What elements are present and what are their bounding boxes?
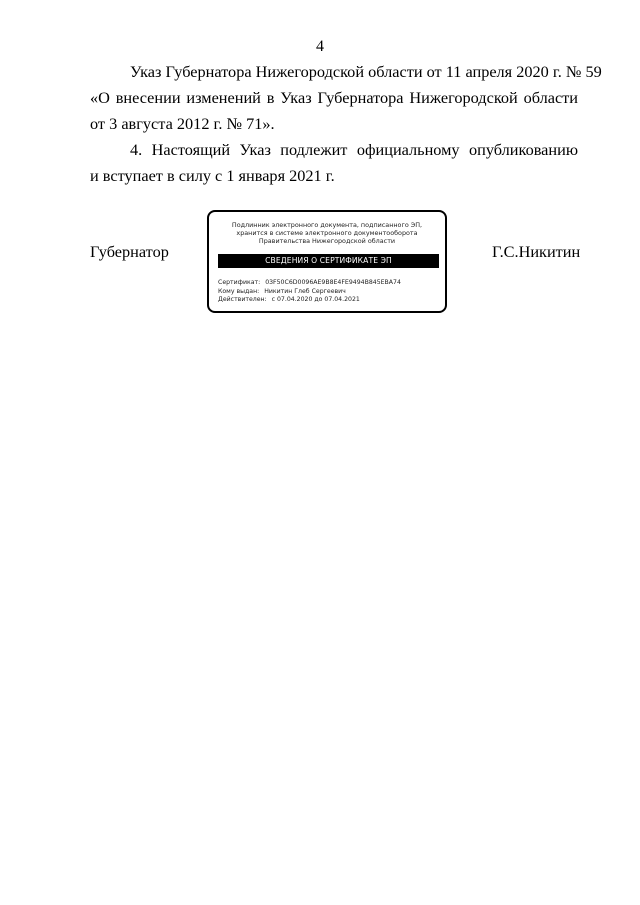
page-number: 4 <box>316 38 324 55</box>
electronic-signature-stamp <box>207 210 447 313</box>
issued-to-value: Никитин Глеб Сергеевич <box>264 287 346 295</box>
signatory-position: Губернатор <box>90 242 169 261</box>
stamp-header-line: Правительства Нижегородской области <box>258 237 396 246</box>
stamp-title-bar: СВЕДЕНИЯ О СЕРТИФИКАТЕ ЭП <box>218 254 439 268</box>
text-line: «О внесении изменений в Указ Губернатора Нижегородской области <box>90 88 578 107</box>
issued-to-label: Кому выдан: <box>218 287 260 295</box>
issued-to-row <box>218 288 401 297</box>
paragraph-clause-4 <box>90 137 578 189</box>
stamp-header-line: хранится в системе электронного документооборота <box>236 229 418 238</box>
validity-label: Действителен: <box>218 296 267 304</box>
text-line: и вступает в силу с 1 января 2021 г. <box>90 166 335 185</box>
text-line: 4. Настоящий Указ подлежит официальному опубликованию <box>130 140 578 159</box>
stamp-header <box>209 221 445 246</box>
certificate-label: Сертификат: <box>218 279 261 286</box>
certificate-row <box>218 279 401 288</box>
text-line: от 3 августа 2012 г. № 71». <box>90 114 275 133</box>
certificate-value: 03F50C6D0096AE9B8E4FE9494B845EBA74 <box>265 279 401 286</box>
validity-value: с 07.04.2020 до 07.04.2021 <box>271 296 360 304</box>
stamp-details <box>218 279 401 305</box>
stamp-header-line: Подлинник электронного документа, подписанного ЭП, <box>231 221 423 229</box>
signatory-name: Г.С.Никитин <box>492 242 581 261</box>
paragraph-decree-reference <box>90 59 602 137</box>
validity-row <box>218 296 401 305</box>
text-line: Указ Губернатора Нижегородской области от 11 апреля 2020 г. № 59 <box>130 62 602 81</box>
